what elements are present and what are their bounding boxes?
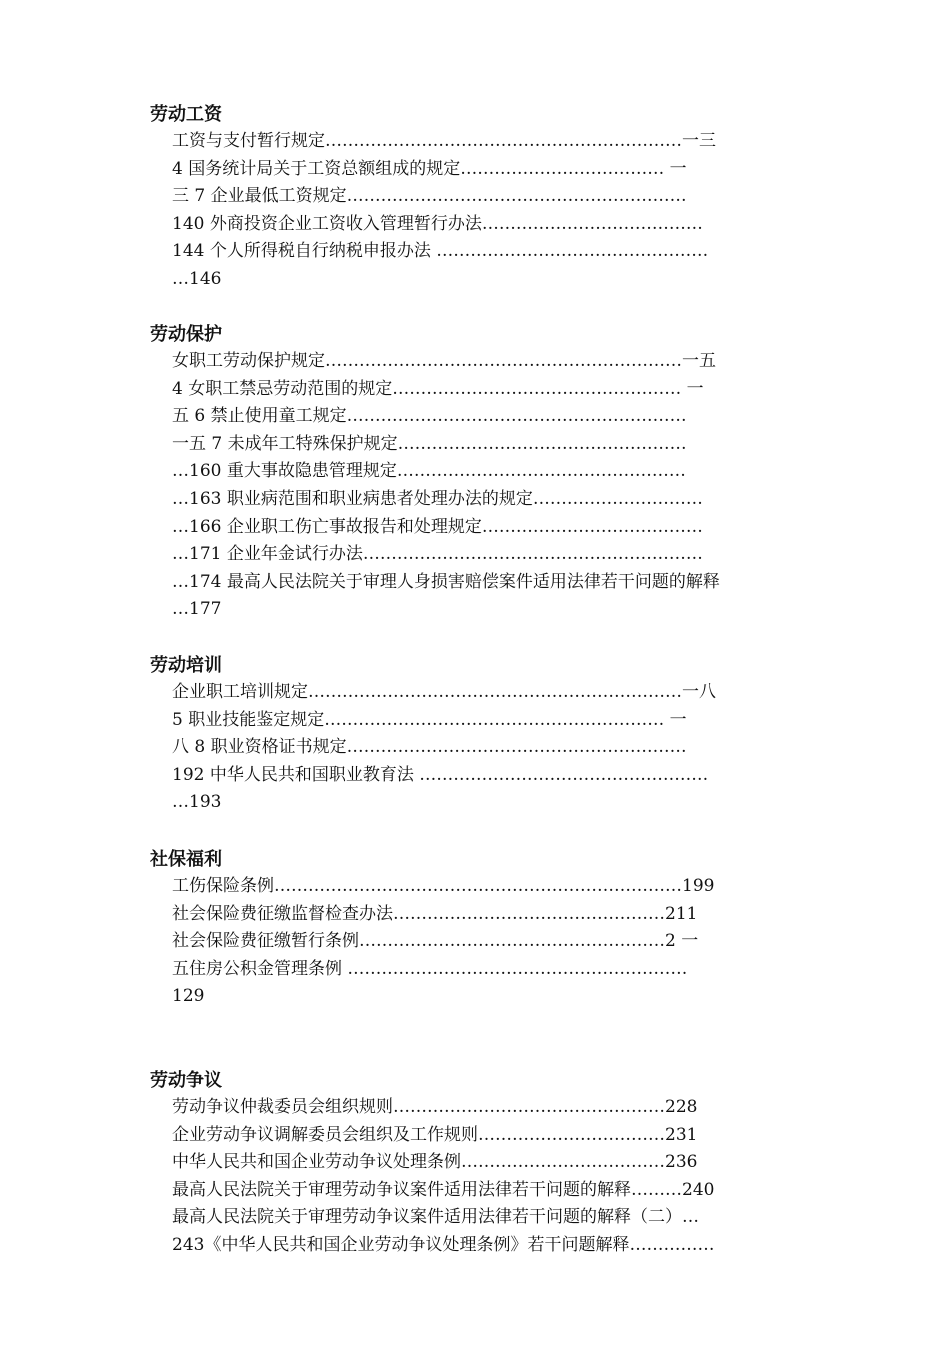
toc-entry: 工资与支付暂行规定………………………………………………………一三 [172,131,716,151]
toc-entry: 129 [172,986,205,1007]
toc-entry: 劳动争议仲裁委员会组织规则…………………………………………228 [172,1097,698,1117]
section-labor-protection [150,322,830,624]
toc-entry: 4 女职工禁忌劳动范围的规定…………………………………………… 一 [172,378,704,399]
toc-entry: 最高人民法院关于审理劳动争议案件适用法律若干问题的解释………240 [172,1179,715,1200]
toc-entry: …177 [172,599,222,620]
toc-entry: 140 外商投资企业工资收入管理暂行办法………………………………… [172,213,703,234]
toc-entry: 女职工劳动保护规定………………………………………………………一五 [172,351,716,371]
toc-entry: 五 6 禁止使用童工规定…………………………………………………… [172,406,687,427]
section-heading: 劳动工资 [150,104,222,125]
toc-entry: 中华人民共和国企业劳动争议处理条例………………………………236 [172,1152,698,1173]
toc-entry: 243《中华人民共和国企业劳动争议处理条例》若干问题解释…………… [172,1234,715,1255]
section-labor-disputes [150,1068,830,1260]
toc-entry: 三 7 企业最低工资规定…………………………………………………… [172,186,687,207]
toc-entry: 一五 7 未成年工特殊保护规定…………………………………………… [172,433,687,454]
section-labor-wages [150,102,830,294]
toc-entry: 企业劳动争议调解委员会组织及工作规则……………………………231 [172,1124,698,1145]
toc-entry: 工伤保险条例………………………………………………………………199 [172,876,715,896]
section-heading: 劳动争议 [150,1070,222,1091]
toc-entry: 5 职业技能鉴定规定…………………………………………………… 一 [172,709,687,730]
section-heading: 劳动保护 [150,324,222,345]
section-social-welfare [150,847,830,1011]
toc-entry: …171 企业年金试行办法…………………………………………………… [172,544,703,565]
section-heading: 劳动培训 [150,655,222,676]
toc-entry: 192 中华人民共和国职业教育法 …………………………………………… [172,764,709,785]
toc-entry: …146 [172,268,222,289]
toc-entry: …193 [172,792,222,813]
section-heading: 社保福利 [150,849,222,870]
toc-entry: 144 个人所得税自行纳税申报办法 ………………………………………… [172,241,709,262]
section-labor-training [150,653,830,817]
toc-entry: 社会保险费征缴监督检查办法…………………………………………211 [172,903,698,924]
toc-entry: 4 国务统计局关于工资总额组成的规定……………………………… 一 [172,158,687,179]
toc-entry: …174 最高人民法院关于审理人身损害赔偿案件适用法律若干问题的解释 [172,571,720,592]
toc-entry: …166 企业职工伤亡事故报告和处理规定………………………………… [172,516,703,537]
toc-entry: 八 8 职业资格证书规定…………………………………………………… [172,737,687,758]
toc-entry: 五住房公积金管理条例 …………………………………………………… [172,958,688,979]
toc-entry: 最高人民法院关于审理劳动争议案件适用法律若干问题的解释（二）… [172,1207,699,1228]
toc-entry: 社会保险费征缴暂行条例………………………………………………2 一 [172,931,699,952]
toc-entry: 企业职工培训规定…………………………………………………………一八 [172,682,716,702]
toc-entry: …163 职业病范围和职业病患者处理办法的规定………………………… [172,488,703,509]
toc-entry: …160 重大事故隐患管理规定…………………………………………… [172,461,686,482]
